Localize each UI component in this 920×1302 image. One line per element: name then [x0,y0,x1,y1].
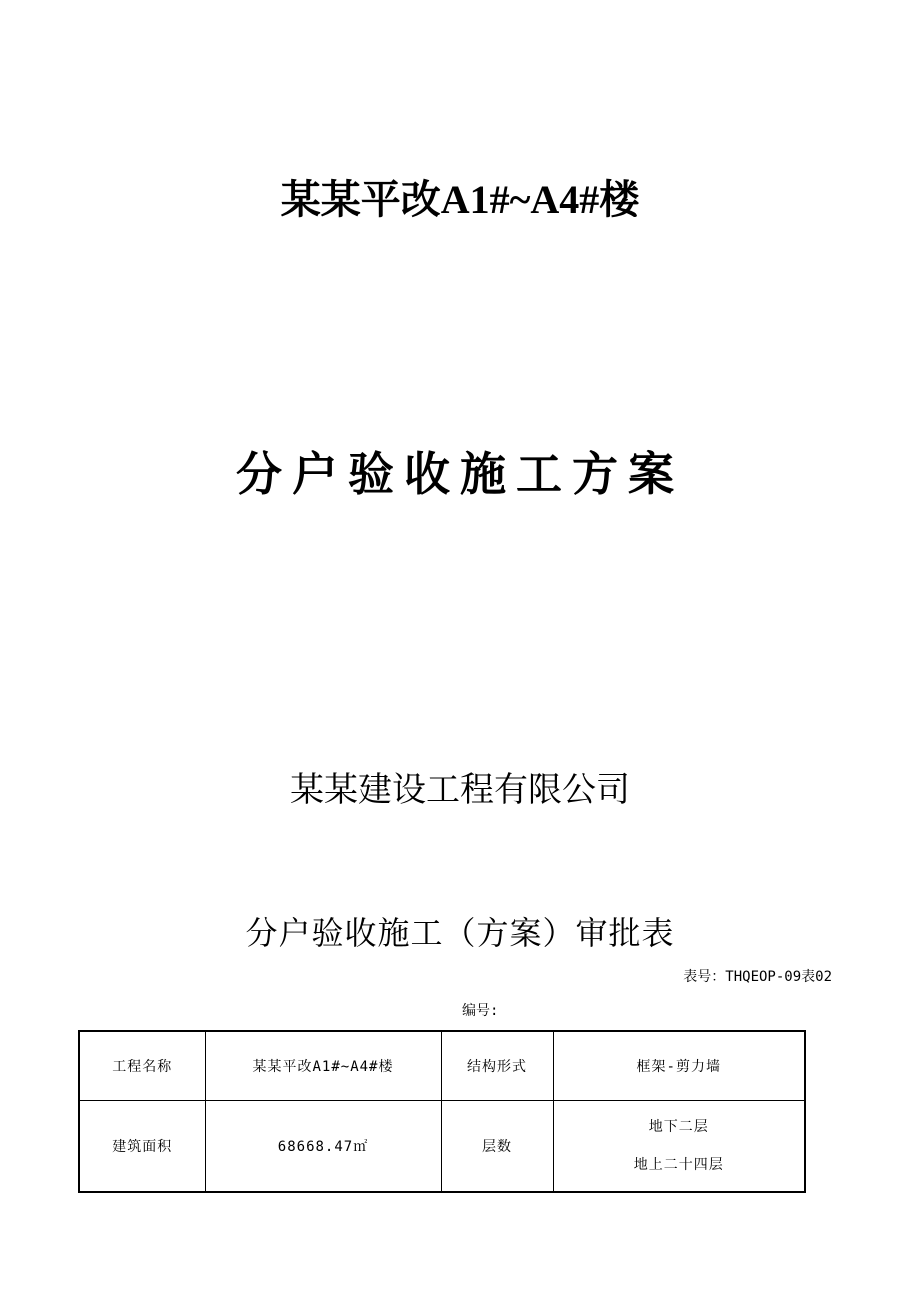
table-row [79,1031,805,1101]
floors-underground: 地下二层 [648,1119,709,1135]
project-info-table [78,1030,806,1193]
floors-aboveground: 地上二十四层 [633,1157,724,1173]
serial-number-label: 编号: [462,1003,499,1019]
table-row [79,1101,805,1193]
project-title: 某某平改A1#~A4#楼 [280,177,640,222]
form-number: 表号：THQEOP-09表02 [683,969,832,985]
approval-form-title: 分户验收施工（方案）审批表 [245,914,675,952]
floors-value [553,1101,805,1193]
building-area-value: 68668.47㎡ [205,1101,441,1193]
plan-title: 分户验收施工方案 [236,447,684,501]
building-area-label: 建筑面积 [79,1101,205,1193]
structure-type-value: 框架-剪力墙 [553,1031,805,1101]
structure-type-label: 结构形式 [441,1031,553,1101]
floors-label: 层数 [441,1101,553,1193]
company-name: 某某建设工程有限公司 [290,770,630,810]
project-name-value: 某某平改A1#~A4#楼 [205,1031,441,1101]
project-name-label: 工程名称 [79,1031,205,1101]
